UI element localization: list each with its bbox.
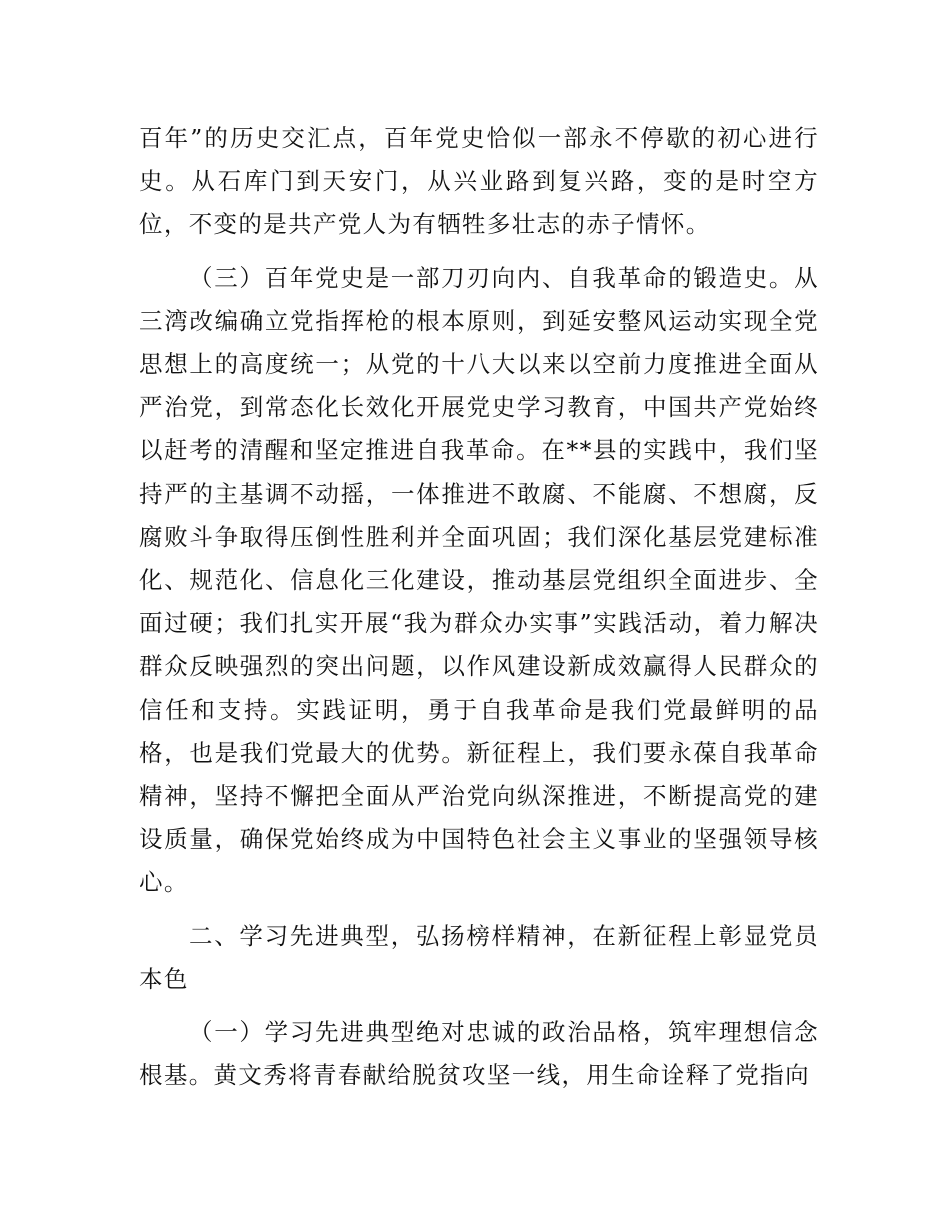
section-heading-two: 二、学习先进典型，弘扬榜样精神，在新征程上彰显党员本色	[139, 921, 819, 993]
document-body	[139, 117, 819, 1097]
paragraph-section-three: （三）百年党史是一部刀刃向内、自我革命的锻造史。从三湾改编确立党指挥枪的根本原则，到延安整风运动实现全党思想上的高度统一；从党的十八大以来以空前力度推进全面从严治党，到常态化长效化开展党史学习教育，中国共产党始终以赶考的清醒和坚定推进自我革命。在**县的实践中，我们坚持严的主基调不动摇，一体推进不敢腐、不能腐、不想腐，反腐败斗争取得压倒性胜利并全面巩固；我们深化基层党建标准化、规范化、信息化三化建设，推动基层党组织全面进步、全面过硬；我们扎实开展“我为群众办实事”实践活动，着力解决群众反映强烈的突出问题，以作风建设新成效赢得人民群众的信任和支持。实践证明，勇于自我革命是我们党最鲜明的品格，也是我们党最大的优势。新征程上，我们要永葆自我革命精神，坚持不懈把全面从严治党向纵深推进，不断提高党的建设质量，确保党始终成为中国特色社会主义事业的坚强领导核心。	[139, 263, 819, 897]
paragraph-subsection-one: （一）学习先进典型绝对忠诚的政治品格，筑牢理想信念根基。黄文秀将青春献给脱贫攻坚一线，用生命诠释了党指向	[139, 1018, 819, 1090]
paragraph-continuation: 百年”的历史交汇点，百年党史恰似一部永不停歇的初心进行史。从石库门到天安门，从兴业路到复兴路，变的是时空方位，不变的是共产党人为有牺牲多壮志的赤子情怀。	[139, 124, 819, 239]
